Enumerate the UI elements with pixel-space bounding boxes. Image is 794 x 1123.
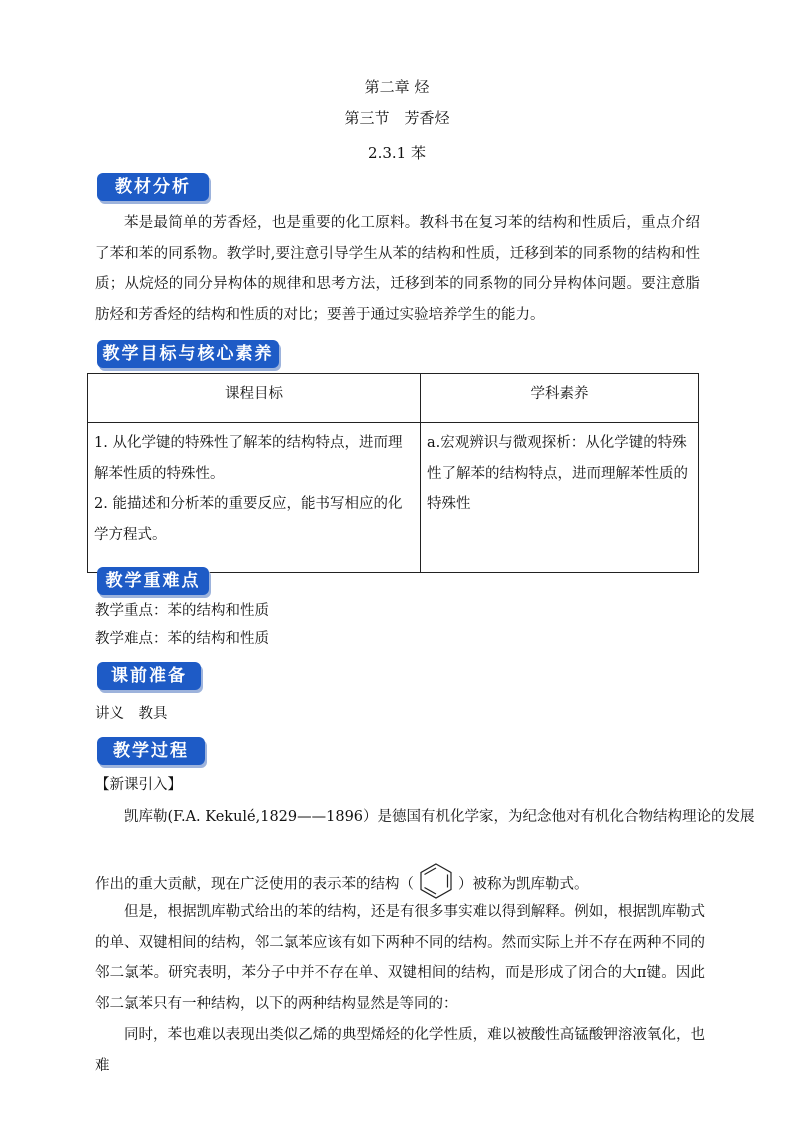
- preparation-text: 讲义 教具: [95, 706, 168, 722]
- kekule-text-after: ）被称为凯库勒式。: [458, 876, 589, 893]
- teaching-difficulty: 教学难点：苯的结构和性质: [95, 631, 269, 647]
- chapter-title: 第二章 烃: [364, 78, 430, 96]
- analysis-paragraph: 苯是最简单的芳香烃，也是重要的化工原料。教科书在复习苯的结构和性质后，重点介绍了苯和苯的同系物。教学时,要注意引导学生从苯的结构和性质，迁移到苯的同系物的结构和性质；从烷烃的同分异构体的规律和思考方法，迁移到苯的同系物的同分异构体问题。要注意脂肪烃和芳香烃的结构和性质的对比；要善于通过实验培养学生的能力。: [95, 215, 700, 323]
- badge-goals: 教学目标与核心素养: [97, 340, 279, 368]
- goals-table-header-row: [88, 374, 699, 423]
- course-goals-cell: [88, 423, 421, 573]
- section-title: 第三节 芳香烃: [344, 109, 450, 127]
- teaching-focus: 教学重点：苯的结构和性质: [95, 603, 269, 619]
- lesson-title: 2.3.1 苯: [368, 144, 426, 162]
- header-course-goals: 课程目标: [88, 374, 421, 423]
- process-paragraph-3: 同时，苯也难以表现出类似乙烯的典型烯烃的化学性质，难以被酸性高锰酸钾溶液氧化，也难: [95, 1027, 705, 1074]
- badge-process: 教学过程: [97, 737, 205, 765]
- kekule-line-1: 凯库勒(F.A. Kekulé,1829——1896）是德国有机化学家，为纪念他对有机化合物结构理论的发展: [124, 809, 755, 825]
- literacy-cell: a.宏观辨识与微观探析：从化学键的特殊性了解苯的结构特点，进而理解苯性质的特殊性: [421, 423, 699, 573]
- header-literacy: 学科素养: [421, 374, 699, 423]
- course-goal-item: 2. 能描述和分析苯的重要反应，能书写相应的化学方程式。: [94, 496, 403, 543]
- badge-textbook-analysis: 教材分析: [97, 173, 209, 201]
- badge-preparation: 课前准备: [97, 662, 201, 690]
- process-paragraph-2: 但是，根据凯库勒式给出的苯的结构，还是有很多事实难以得到解释。例如，根据凯库勒式的单、双键相间的结构，邻二氯苯应该有如下两种不同的结构。然而实际上并不存在两种不同的邻二氯苯。研究表明，苯分子中并不存在单、双键相间的结构，而是形成了闭合的大π键。因此邻二氯苯只有一种结构，以下的两种结构显然是等同的：: [95, 904, 705, 1012]
- goals-table: [87, 373, 699, 573]
- course-goal-item: 1. 从化学键的特殊性了解苯的结构特点，进而理解苯性质的特殊性。: [94, 435, 403, 482]
- goals-table-row: [88, 423, 699, 573]
- kekule-text-before: 作出的重大贡献，现在广泛使用的表示苯的结构（: [95, 876, 414, 893]
- badge-key-points: 教学重难点: [97, 567, 209, 595]
- new-lesson-intro-label: 【新课引入】: [95, 777, 182, 793]
